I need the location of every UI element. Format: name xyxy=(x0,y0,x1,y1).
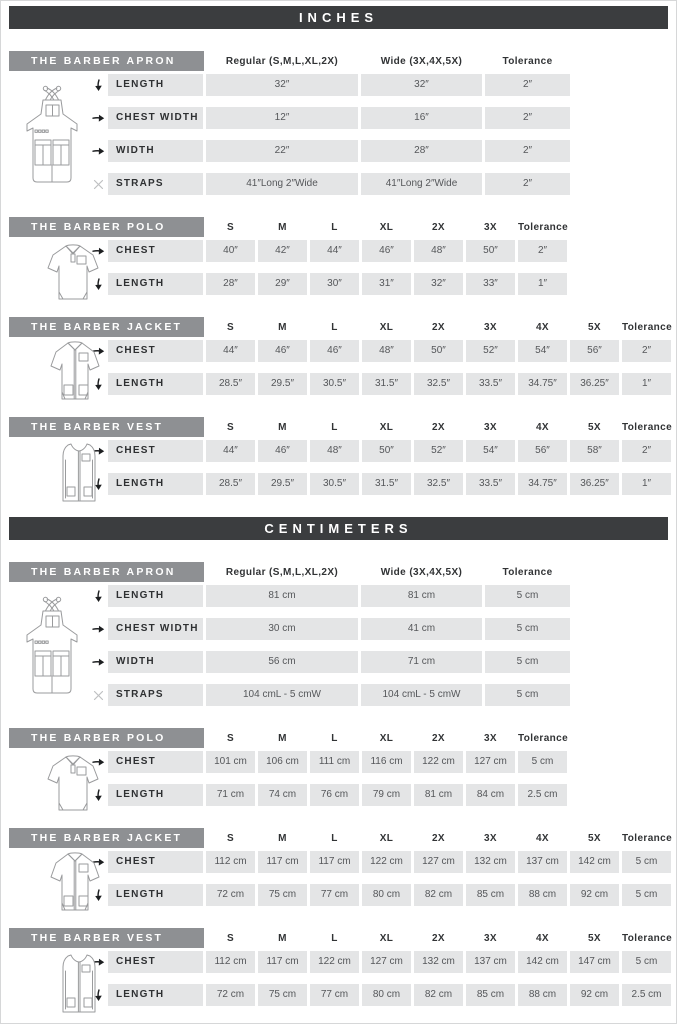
size-value-cell: 2″ xyxy=(485,74,570,96)
jacket-illustration-icon xyxy=(49,851,101,915)
size-value-cell: 122 cm xyxy=(310,951,359,973)
row-label: LENGTH xyxy=(108,74,203,96)
size-table-polo-centimeters xyxy=(9,728,676,806)
size-value-cell: 142 cm xyxy=(518,951,567,973)
size-value-cell: 36.25″ xyxy=(570,373,619,395)
size-value-cell: 52″ xyxy=(414,440,463,462)
column-header-m: M xyxy=(278,421,287,433)
unit-header-centimeters: CENTIMETERS xyxy=(9,517,668,540)
column-header-xl: XL xyxy=(379,421,394,433)
size-value-cell: 5 cm xyxy=(485,618,570,640)
size-value-cell: 48″ xyxy=(414,240,463,262)
section-title: THE BARBER APRON xyxy=(9,51,204,71)
column-header-2x: 2X xyxy=(431,932,446,944)
size-value-cell: 80 cm xyxy=(362,884,411,906)
table-row-length xyxy=(9,473,676,495)
size-value-cell: 85 cm xyxy=(466,984,515,1006)
section-title: THE BARBER APRON xyxy=(9,562,204,582)
size-value-cell: 32″ xyxy=(206,74,358,96)
size-value-cell: 79 cm xyxy=(362,784,411,806)
size-value-cell: 74 cm xyxy=(258,784,307,806)
size-value-cell: 56″ xyxy=(518,440,567,462)
size-value-cell: 5 cm xyxy=(518,751,567,773)
size-value-cell: 75 cm xyxy=(258,984,307,1006)
column-header-l: L xyxy=(331,421,338,433)
size-value-cell: 29.5″ xyxy=(258,473,307,495)
size-value-cell: 117 cm xyxy=(258,851,307,873)
size-value-cell: 122 cm xyxy=(414,751,463,773)
size-value-cell: 44″ xyxy=(310,240,359,262)
size-value-cell: 82 cm xyxy=(414,984,463,1006)
size-value-cell: 101 cm xyxy=(206,751,255,773)
column-header-3x: 3X xyxy=(483,832,498,844)
size-value-cell: 2″ xyxy=(518,240,567,262)
size-value-cell: 92 cm xyxy=(570,884,619,906)
column-header-l: L xyxy=(331,221,338,233)
size-value-cell: 132 cm xyxy=(466,851,515,873)
column-header-s: S xyxy=(226,321,235,333)
table-row-chest xyxy=(9,751,676,773)
row-label: CHEST WIDTH xyxy=(108,618,203,640)
table-row-chest xyxy=(9,240,676,262)
row-label: CHEST xyxy=(108,951,203,973)
column-header-l: L xyxy=(331,321,338,333)
size-value-cell: 142 cm xyxy=(570,851,619,873)
table-head-row xyxy=(9,828,676,848)
size-value-cell: 33.5″ xyxy=(466,473,515,495)
size-value-cell: 71 cm xyxy=(206,784,255,806)
table-row-length xyxy=(9,373,676,395)
size-value-cell: 46″ xyxy=(362,240,411,262)
size-value-cell: 80 cm xyxy=(362,984,411,1006)
size-value-cell: 116 cm xyxy=(362,751,411,773)
column-header-5x: 5X xyxy=(587,932,602,944)
size-table-apron-inches xyxy=(9,51,676,195)
size-value-cell: 2″ xyxy=(485,140,570,162)
row-label: LENGTH xyxy=(108,273,203,295)
table-row-length xyxy=(9,984,676,1006)
column-header-regular-s-m-l-xl-2x-: Regular (S,M,L,XL,2X) xyxy=(225,566,339,578)
column-header-tolerance: Tolerance xyxy=(622,932,673,944)
column-header-2x: 2X xyxy=(431,732,446,744)
table-row-length xyxy=(9,585,676,607)
section-title: THE BARBER VEST xyxy=(9,928,204,948)
column-header-4x: 4X xyxy=(535,321,550,333)
column-header-4x: 4X xyxy=(535,421,550,433)
row-label: LENGTH xyxy=(108,784,203,806)
size-value-cell: 46″ xyxy=(310,340,359,362)
table-row-straps xyxy=(9,684,676,706)
size-value-cell: 2.5 cm xyxy=(518,784,567,806)
column-header-3x: 3X xyxy=(483,221,498,233)
size-value-cell: 42″ xyxy=(258,240,307,262)
column-header-2x: 2X xyxy=(431,832,446,844)
size-value-cell: 56 cm xyxy=(206,651,358,673)
column-header-m: M xyxy=(278,832,287,844)
size-value-cell: 36.25″ xyxy=(570,473,619,495)
column-header-tolerance: Tolerance xyxy=(622,321,673,333)
size-value-cell: 12″ xyxy=(206,107,358,129)
size-value-cell: 32.5″ xyxy=(414,473,463,495)
right-arrow-icon xyxy=(89,657,108,667)
size-table-vest-inches xyxy=(9,417,676,495)
size-value-cell: 81 cm xyxy=(414,784,463,806)
column-header-tolerance: Tolerance xyxy=(622,421,673,433)
section-title: THE BARBER VEST xyxy=(9,417,204,437)
unit-header-inches: INCHES xyxy=(9,6,668,29)
size-value-cell: 111 cm xyxy=(310,751,359,773)
down-arrow-icon xyxy=(89,590,108,603)
size-value-cell: 137 cm xyxy=(518,851,567,873)
section-title: THE BARBER JACKET xyxy=(9,828,204,848)
size-value-cell: 50″ xyxy=(414,340,463,362)
size-value-cell: 29″ xyxy=(258,273,307,295)
column-header-tolerance: Tolerance xyxy=(518,221,569,233)
size-value-cell: 122 cm xyxy=(362,851,411,873)
column-header-tolerance: Tolerance xyxy=(622,832,673,844)
table-row-length xyxy=(9,784,676,806)
column-header-xl: XL xyxy=(379,932,394,944)
size-value-cell: 50″ xyxy=(362,440,411,462)
size-value-cell: 41″Long 2″Wide xyxy=(361,173,482,195)
size-value-cell: 48″ xyxy=(310,440,359,462)
size-value-cell: 41″Long 2″Wide xyxy=(206,173,358,195)
column-header-4x: 4X xyxy=(535,832,550,844)
table-row-length xyxy=(9,74,676,96)
size-value-cell: 5 cm xyxy=(622,884,671,906)
size-value-cell: 33″ xyxy=(466,273,515,295)
right-arrow-icon xyxy=(89,113,108,123)
size-value-cell: 104 cmL - 5 cmW xyxy=(206,684,358,706)
size-value-cell: 117 cm xyxy=(310,851,359,873)
table-row-chest xyxy=(9,851,676,873)
size-value-cell: 56″ xyxy=(570,340,619,362)
size-value-cell: 30″ xyxy=(310,273,359,295)
size-value-cell: 85 cm xyxy=(466,884,515,906)
column-header-m: M xyxy=(278,221,287,233)
row-label: CHEST xyxy=(108,440,203,462)
table-row-straps xyxy=(9,173,676,195)
size-value-cell: 30.5″ xyxy=(310,373,359,395)
size-value-cell: 28″ xyxy=(206,273,255,295)
column-header-wide-3x-4x-5x-: Wide (3X,4X,5X) xyxy=(380,566,463,578)
size-value-cell: 1″ xyxy=(622,473,671,495)
column-header-m: M xyxy=(278,321,287,333)
table-row-width xyxy=(9,140,676,162)
size-value-cell: 22″ xyxy=(206,140,358,162)
size-value-cell: 127 cm xyxy=(466,751,515,773)
size-value-cell: 58″ xyxy=(570,440,619,462)
column-header-regular-s-m-l-xl-2x-: Regular (S,M,L,XL,2X) xyxy=(225,55,339,67)
column-header-s: S xyxy=(226,732,235,744)
column-header-2x: 2X xyxy=(431,221,446,233)
column-header-s: S xyxy=(226,421,235,433)
column-header-3x: 3X xyxy=(483,421,498,433)
size-value-cell: 30 cm xyxy=(206,618,358,640)
row-label: LENGTH xyxy=(108,585,203,607)
row-label: LENGTH xyxy=(108,373,203,395)
size-value-cell: 77 cm xyxy=(310,884,359,906)
size-value-cell: 46″ xyxy=(258,340,307,362)
size-value-cell: 112 cm xyxy=(206,951,255,973)
column-header-2x: 2X xyxy=(431,421,446,433)
column-header-xl: XL xyxy=(379,321,394,333)
column-header-m: M xyxy=(278,732,287,744)
size-value-cell: 54″ xyxy=(518,340,567,362)
size-value-cell: 88 cm xyxy=(518,984,567,1006)
right-arrow-icon xyxy=(89,146,108,156)
table-row-chest xyxy=(9,951,676,973)
column-header-l: L xyxy=(331,832,338,844)
size-table-polo-inches xyxy=(9,217,676,295)
column-header-s: S xyxy=(226,832,235,844)
size-value-cell: 50″ xyxy=(466,240,515,262)
column-header-l: L xyxy=(331,932,338,944)
column-header-5x: 5X xyxy=(587,421,602,433)
x-mark-icon xyxy=(89,179,108,190)
table-head-row xyxy=(9,51,676,71)
size-value-cell: 81 cm xyxy=(206,585,358,607)
table-head-row xyxy=(9,317,676,337)
size-value-cell: 34.75″ xyxy=(518,473,567,495)
size-value-cell: 30.5″ xyxy=(310,473,359,495)
size-value-cell: 5 cm xyxy=(485,651,570,673)
row-label: CHEST xyxy=(108,340,203,362)
size-value-cell: 88 cm xyxy=(518,884,567,906)
size-value-cell: 44″ xyxy=(206,440,255,462)
column-header-s: S xyxy=(226,932,235,944)
column-header-s: S xyxy=(226,221,235,233)
size-table-vest-centimeters xyxy=(9,928,676,1006)
size-value-cell: 71 cm xyxy=(361,651,482,673)
row-label: LENGTH xyxy=(108,884,203,906)
size-value-cell: 1″ xyxy=(518,273,567,295)
column-header-m: M xyxy=(278,932,287,944)
size-value-cell: 2″ xyxy=(622,440,671,462)
size-value-cell: 2″ xyxy=(485,173,570,195)
column-header-tolerance: Tolerance xyxy=(502,55,553,67)
column-header-3x: 3X xyxy=(483,932,498,944)
size-value-cell: 72 cm xyxy=(206,984,255,1006)
apron-illustration-icon xyxy=(21,84,83,186)
table-row-length xyxy=(9,884,676,906)
size-value-cell: 46″ xyxy=(258,440,307,462)
size-value-cell: 2″ xyxy=(622,340,671,362)
size-value-cell: 5 cm xyxy=(485,684,570,706)
size-value-cell: 117 cm xyxy=(258,951,307,973)
size-value-cell: 40″ xyxy=(206,240,255,262)
size-value-cell: 33.5″ xyxy=(466,373,515,395)
size-value-cell: 5 cm xyxy=(622,851,671,873)
size-value-cell: 1″ xyxy=(622,373,671,395)
column-header-xl: XL xyxy=(379,832,394,844)
size-value-cell: 41 cm xyxy=(361,618,482,640)
column-header-3x: 3X xyxy=(483,321,498,333)
vest-illustration-icon xyxy=(56,953,102,1017)
section-title: THE BARBER POLO xyxy=(9,728,204,748)
size-value-cell: 32.5″ xyxy=(414,373,463,395)
table-head-row xyxy=(9,217,676,237)
size-value-cell: 54″ xyxy=(466,440,515,462)
down-arrow-icon xyxy=(89,79,108,92)
row-label: STRAPS xyxy=(108,684,203,706)
size-value-cell: 77 cm xyxy=(310,984,359,1006)
size-value-cell: 31.5″ xyxy=(362,373,411,395)
size-value-cell: 84 cm xyxy=(466,784,515,806)
size-value-cell: 127 cm xyxy=(414,851,463,873)
size-value-cell: 31″ xyxy=(362,273,411,295)
size-value-cell: 28″ xyxy=(361,140,482,162)
size-value-cell: 75 cm xyxy=(258,884,307,906)
row-label: CHEST WIDTH xyxy=(108,107,203,129)
vest-illustration-icon xyxy=(56,442,102,506)
size-value-cell: 29.5″ xyxy=(258,373,307,395)
section-title: THE BARBER JACKET xyxy=(9,317,204,337)
row-label: STRAPS xyxy=(108,173,203,195)
size-value-cell: 31.5″ xyxy=(362,473,411,495)
row-label: LENGTH xyxy=(108,473,203,495)
row-label: CHEST xyxy=(108,851,203,873)
size-value-cell: 32″ xyxy=(361,74,482,96)
size-value-cell: 92 cm xyxy=(570,984,619,1006)
section-title: THE BARBER POLO xyxy=(9,217,204,237)
size-value-cell: 5 cm xyxy=(622,951,671,973)
size-value-cell: 16″ xyxy=(361,107,482,129)
column-header-xl: XL xyxy=(379,732,394,744)
table-head-row xyxy=(9,928,676,948)
size-value-cell: 147 cm xyxy=(570,951,619,973)
x-mark-icon xyxy=(89,690,108,701)
size-value-cell: 137 cm xyxy=(466,951,515,973)
column-header-5x: 5X xyxy=(587,321,602,333)
row-label: LENGTH xyxy=(108,984,203,1006)
column-header-5x: 5X xyxy=(587,832,602,844)
polo-shirt-illustration-icon xyxy=(46,753,100,815)
table-head-row xyxy=(9,562,676,582)
table-row-length xyxy=(9,273,676,295)
table-row-width xyxy=(9,651,676,673)
column-header-l: L xyxy=(331,732,338,744)
table-row-chest-width xyxy=(9,107,676,129)
size-value-cell: 72 cm xyxy=(206,884,255,906)
size-value-cell: 28.5″ xyxy=(206,373,255,395)
right-arrow-icon xyxy=(89,624,108,634)
size-value-cell: 82 cm xyxy=(414,884,463,906)
size-value-cell: 34.75″ xyxy=(518,373,567,395)
column-header-2x: 2X xyxy=(431,321,446,333)
table-row-chest xyxy=(9,440,676,462)
size-value-cell: 132 cm xyxy=(414,951,463,973)
column-header-tolerance: Tolerance xyxy=(502,566,553,578)
apron-illustration-icon xyxy=(21,595,83,697)
size-value-cell: 28.5″ xyxy=(206,473,255,495)
size-value-cell: 112 cm xyxy=(206,851,255,873)
size-value-cell: 76 cm xyxy=(310,784,359,806)
size-table-apron-centimeters xyxy=(9,562,676,706)
row-label: WIDTH xyxy=(108,651,203,673)
column-header-tolerance: Tolerance xyxy=(518,732,569,744)
size-value-cell: 48″ xyxy=(362,340,411,362)
row-label: CHEST xyxy=(108,240,203,262)
size-value-cell: 81 cm xyxy=(361,585,482,607)
table-head-row xyxy=(9,417,676,437)
size-value-cell: 127 cm xyxy=(362,951,411,973)
size-value-cell: 44″ xyxy=(206,340,255,362)
row-label: CHEST xyxy=(108,751,203,773)
size-chart-root xyxy=(1,1,676,1006)
size-table-jacket-inches xyxy=(9,317,676,395)
jacket-illustration-icon xyxy=(49,340,101,404)
column-header-xl: XL xyxy=(379,221,394,233)
table-head-row xyxy=(9,728,676,748)
size-value-cell: 32″ xyxy=(414,273,463,295)
table-row-chest-width xyxy=(9,618,676,640)
column-header-3x: 3X xyxy=(483,732,498,744)
column-header-4x: 4X xyxy=(535,932,550,944)
column-header-wide-3x-4x-5x-: Wide (3X,4X,5X) xyxy=(380,55,463,67)
size-value-cell: 52″ xyxy=(466,340,515,362)
size-value-cell: 104 cmL - 5 cmW xyxy=(361,684,482,706)
table-row-chest xyxy=(9,340,676,362)
polo-shirt-illustration-icon xyxy=(46,242,100,304)
size-value-cell: 2.5 cm xyxy=(622,984,671,1006)
row-label: WIDTH xyxy=(108,140,203,162)
size-value-cell: 5 cm xyxy=(485,585,570,607)
size-table-jacket-centimeters xyxy=(9,828,676,906)
size-value-cell: 106 cm xyxy=(258,751,307,773)
size-value-cell: 2″ xyxy=(485,107,570,129)
